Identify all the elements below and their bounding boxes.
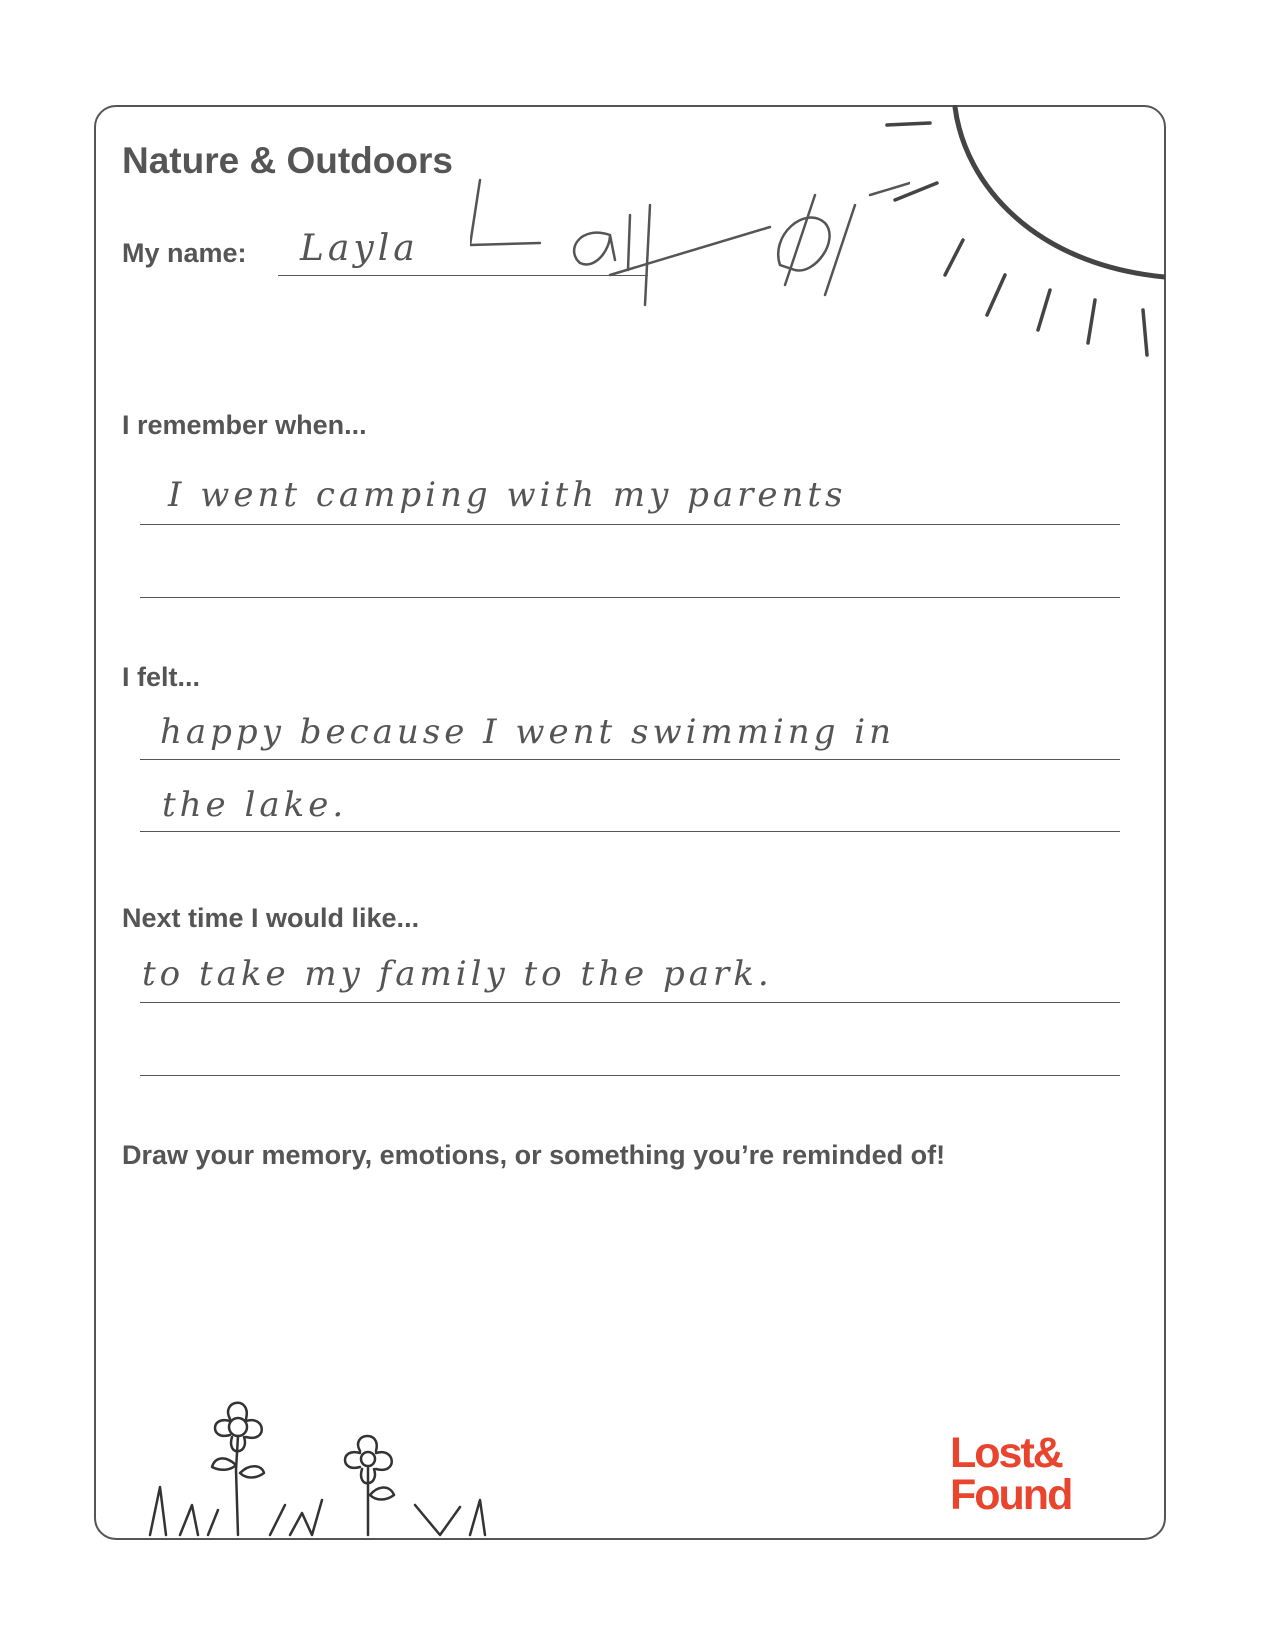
next-time-line-1 xyxy=(140,1002,1120,1003)
next-time-line-1-text: to take my family to the park. xyxy=(142,954,773,994)
felt-label: I felt... xyxy=(122,662,201,692)
next-time-line-2 xyxy=(140,1075,1120,1076)
remember-line-2 xyxy=(140,597,1120,598)
felt-line-2-text: the lake. xyxy=(162,785,348,825)
name-label: My name: xyxy=(122,238,247,268)
felt-line-2 xyxy=(140,831,1120,832)
remember-line-1-text: I went camping with my parents xyxy=(168,475,847,515)
name-value: Layla xyxy=(300,228,419,269)
lost-and-found-logo xyxy=(950,1429,1120,1519)
sun-drawing-icon xyxy=(875,105,1165,375)
logo-line-1: Lost& xyxy=(950,1429,1062,1477)
remember-label: I remember when... xyxy=(122,410,367,440)
logo-line-2: Found xyxy=(950,1471,1072,1519)
felt-line-1-text: happy because I went swimming in xyxy=(160,712,896,752)
signature-scribble xyxy=(470,175,910,335)
draw-prompt: Draw your memory, emotions, or something you’re reminded of! xyxy=(122,1140,946,1170)
remember-line-1 xyxy=(140,524,1120,525)
flower-drawing-icon xyxy=(140,1395,520,1540)
worksheet-title: Nature & Outdoors xyxy=(122,140,453,181)
next-time-label: Next time I would like... xyxy=(122,903,420,933)
felt-line-1 xyxy=(140,759,1120,760)
